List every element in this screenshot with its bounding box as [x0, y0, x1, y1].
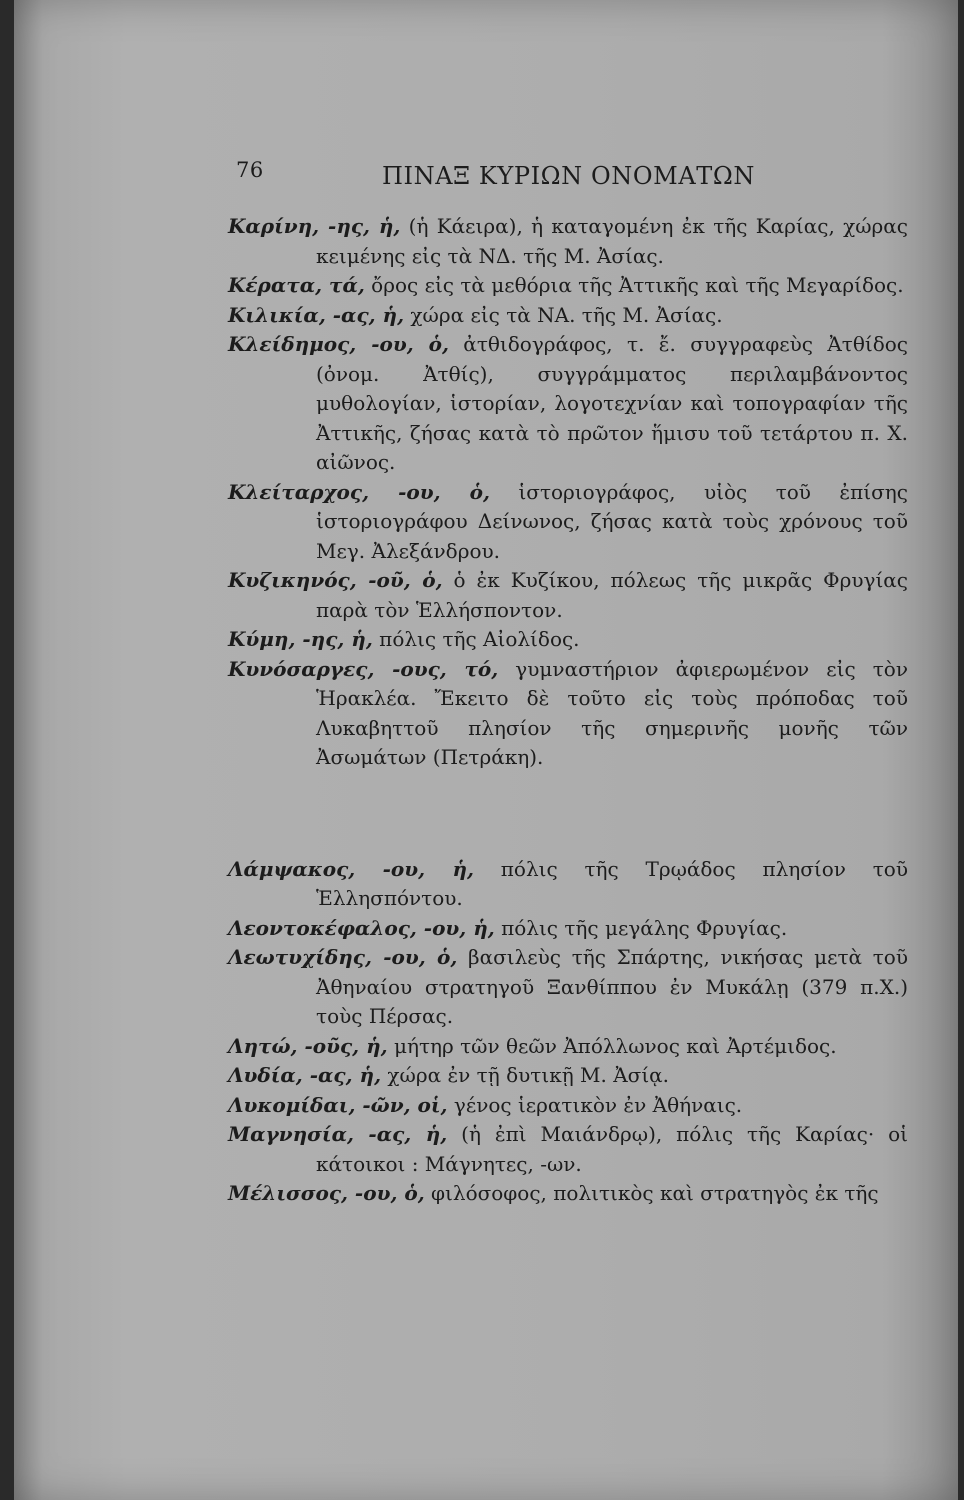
entry-text: ὄρος εἰς τὰ μεθόρια τῆς Ἀττικῆς καὶ τῆς Μεγαρίδος. [364, 273, 904, 297]
index-entry [228, 625, 908, 655]
index-entry [228, 1091, 908, 1121]
index-entry [228, 1061, 908, 1091]
index-entry [228, 566, 908, 625]
entry-headword: Κύμη, -ης, ἡ, [228, 627, 373, 651]
entry-headword: Μέλισσος, -ου, ὁ, [228, 1181, 425, 1205]
entry-headword: Κλείταρχος, -ου, ὁ, [228, 479, 490, 504]
index-entry [228, 1120, 908, 1179]
index-entry [228, 212, 908, 271]
entry-headword: Κλείδημος, -ου, ὁ, [228, 332, 449, 356]
entry-text: πόλις τῆς Αἰολίδος. [372, 627, 580, 651]
entry-headword: Λητώ, -οῦς, ἡ, [228, 1033, 388, 1058]
index-entry [228, 855, 908, 914]
entry-headword: Κιλικία, -ας, ἡ, [228, 302, 405, 327]
entry-headword: Λεοντοκέφαλος, -ου, ἡ, [228, 915, 495, 940]
entry-text: (ἡ ἐπὶ Μαιάνδρῳ), πόλις τῆς Καρίας· οἱ κάτοικοι : Μάγνητες, -ων. [316, 1122, 908, 1176]
index-entry [228, 1179, 908, 1209]
entry-text: μήτηρ τῶν θεῶν Ἀπόλλωνος καὶ Ἀρτέμιδος. [387, 1033, 837, 1058]
entry-text: γένος ἱερατικὸν ἐν Ἀθήναις. [447, 1092, 743, 1117]
index-entry [228, 1032, 908, 1062]
entry-headword: Καρίνη, -ης, ἡ, [228, 214, 401, 238]
entry-headword: Κυνόσαργες, -ους, τό, [228, 656, 499, 681]
index-entry [228, 330, 908, 478]
entry-text: χώρα ἐν τῇ δυτικῇ Μ. Ἀσίᾳ. [381, 1063, 670, 1087]
entry-headword: Λυδία, -ας, ἡ, [228, 1063, 382, 1087]
index-entry [228, 655, 908, 773]
entry-text: πόλις τῆς Τρῳάδος πλησίον τοῦ Ἑλλησπόντου. [316, 856, 908, 910]
entry-text: πόλις τῆς μεγάλης Φρυγίας. [494, 915, 788, 940]
book-page [14, 0, 958, 1500]
entry-headword: Κυζικηνός, -οῦ, ὁ, [228, 568, 443, 592]
entry-headword: Κέρατα, τά, [228, 273, 365, 297]
entry-headword: Λάμψακος, -ου, ἡ, [228, 856, 474, 881]
index-entry [228, 943, 908, 1032]
entry-text: ἱστοριογράφος, υἱὸς τοῦ ἐπίσης ἱστοριογράφου Δείνωνος, ζήσας κατὰ τοὺς χρόνους τοῦ Μεγ. Ἀλεξάνδρου. [316, 479, 908, 563]
index-entry [228, 271, 908, 301]
entry-text: ἀτθιδογράφος, τ. ἔ. συγγραφεὺς Ἀτθίδος (ὀνομ. Ἀτθίς), συγγράμματος περιλαμβάνοντος μυθολογίαν, ἱστορίαν, λογοτεχνίαν καὶ τοπογραφίαν τῆς Ἀττικῆς, ζήσας κατὰ τὸ πρῶτον ἥμισυ τοῦ τετάρτου π. Χ. αἰῶνος. [316, 332, 908, 474]
index-entry [228, 301, 908, 331]
index-entries [228, 212, 908, 1209]
entry-headword: Λεωτυχίδης, -ου, ὁ, [228, 945, 458, 969]
entry-text: βασιλεὺς τῆς Σπάρτης, νικήσας μετὰ τοῦ Ἀθηναίου στρατηγοῦ Ξανθίππου ἐν Μυκάλῃ (379 π.Χ.) τοὺς Πέρσας. [316, 945, 908, 1028]
entry-text: ὁ ἐκ Κυζίκου, πόλεως τῆς μικρᾶς Φρυγίας παρὰ τὸν Ἑλλήσποντον. [316, 568, 908, 622]
entry-text: γυμναστήριον ἀφιερωμένον εἰς τὸν Ἡρακλέα. Ἔκειτο δὲ τοῦτο εἰς τοὺς πρόποδας τοῦ Λυκαβηττοῦ πλησίον τῆς σημερινῆς μονῆς τῶν Ἀσωμάτων (Πετράκη). [316, 656, 908, 769]
page-number: 76 [236, 158, 264, 182]
running-head: ΠΙΝΑΞ ΚΥΡΙΩΝ ΟΝΟΜΑΤΩΝ [382, 162, 755, 190]
entry-text: (ἡ Κάειρα), ἡ καταγομένη ἐκ τῆς Καρίας, χώρας κειμένης εἰς τὰ ΝΔ. τῆς Μ. Ἀσίας. [316, 214, 908, 268]
index-entry [228, 914, 908, 944]
entry-text: χώρα εἰς τὰ ΝΑ. τῆς Μ. Ἀσίας. [404, 302, 723, 327]
entry-headword: Λυκομίδαι, -ῶν, οἱ, [228, 1092, 448, 1117]
entry-headword: Μαγνησία, -ας, ἡ, [228, 1122, 448, 1146]
index-entry [228, 478, 908, 567]
entry-text: φιλόσοφος, πολιτικὸς καὶ στρατηγὸς ἐκ τῆς [424, 1181, 879, 1205]
section-gap [228, 773, 908, 855]
